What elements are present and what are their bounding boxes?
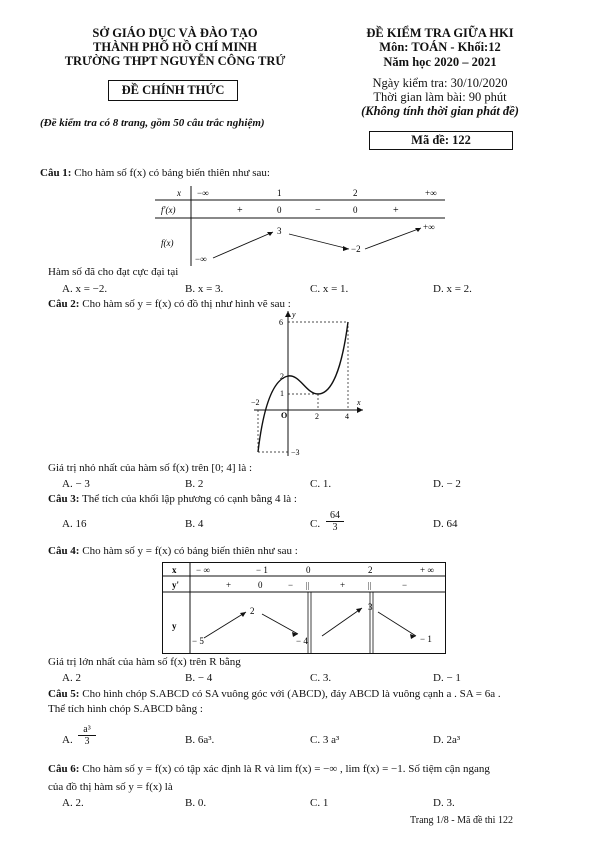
q1-fp-label: f′(x) (161, 205, 176, 215)
q1-option-d[interactable]: D. x = 2. (433, 283, 472, 295)
q2-tick-x4: 4 (345, 412, 349, 421)
q5-text2: Thể tích hình chóp S.ABCD bằng : (48, 703, 203, 715)
dept-line2: THÀNH PHỐ HỒ CHÍ MINH (93, 40, 257, 54)
q2-question: Giá trị nhỏ nhất của hàm số f(x) trên [0; 4] là : (48, 462, 253, 474)
q4-y-label: y (172, 621, 177, 631)
q4-yp-3: − (288, 580, 294, 590)
exam-date: Ngày kiểm tra: 30/10/2020 (372, 76, 508, 90)
q1-f-label: f(x) (161, 238, 174, 248)
page-footer: Trang 1/8 - Mã đề thi 122 (410, 815, 513, 826)
q4-yp-5: + (340, 580, 346, 590)
q4-x-0: 0 (306, 565, 311, 575)
q1-f-neginf: −∞ (195, 254, 207, 264)
q1-fp-4: 0 (353, 205, 358, 215)
q6-label: Câu 6: (48, 763, 80, 775)
q1-x-2: 2 (353, 188, 358, 198)
q3-frac-num: 64 (326, 510, 344, 522)
q6-text1: Cho hàm số y = f(x) có tập xác định là R và lim f(x) = −∞ , lim f(x) = −1. Số tiệm cận ngang (82, 763, 490, 775)
q5-fraction (78, 724, 96, 747)
q5-option-d[interactable]: D. 2a³ (433, 734, 461, 746)
q4-x-label: x (172, 565, 177, 575)
q5-option-a[interactable]: A. (62, 734, 73, 746)
q1-question: Hàm số đã cho đạt cực đại tại (48, 266, 179, 278)
q4-x-posinf: + ∞ (420, 565, 434, 575)
q1-option-c[interactable]: C. x = 1. (310, 283, 349, 295)
q5-text1: Cho hình chóp S.ABCD có SA vuông góc với (ABCD), đáy ABCD là vuông cạnh a . SA = 6a . (82, 688, 501, 700)
q4-y-2: 2 (250, 606, 255, 616)
q4-yp-label: y' (172, 580, 180, 590)
q4-x-2: 2 (368, 565, 373, 575)
q4-text: Cho hàm số y = f(x) có bảng biến thiên như sau : (82, 545, 298, 557)
q4-option-c[interactable]: C. 3. (310, 672, 332, 684)
q1-x-label: x (177, 188, 181, 198)
q2-origin: O (281, 411, 288, 420)
q6-line1 (48, 763, 490, 775)
q4-option-d[interactable]: D. − 1 (433, 672, 461, 684)
q4-yp-2: 0 (258, 580, 263, 590)
q6-option-b[interactable]: B. 0. (185, 797, 207, 809)
q3-option-b[interactable]: B. 4 (185, 518, 204, 530)
q3-option-a[interactable]: A. 16 (62, 518, 87, 530)
exam-code: Mã đề: 122 (369, 131, 513, 150)
q4-variation-table (162, 562, 446, 654)
q1-f-m2: −2 (351, 244, 361, 254)
q1-label: Câu 1: (40, 167, 72, 179)
q1-option-b[interactable]: B. x = 3. (185, 283, 224, 295)
q2-function-graph (248, 308, 368, 458)
q3-text: Thể tích của khối lập phương có cạnh bằng 4 là : (82, 493, 297, 505)
q1-option-a[interactable]: A. x = −2. (62, 283, 108, 295)
q2-tick-x2: 2 (315, 412, 319, 421)
q2-tick-m3: −3 (291, 448, 300, 457)
q4-line (48, 545, 298, 557)
exam-subject: Môn: TOÁN - Khối:12 (379, 40, 501, 54)
q2-option-a[interactable]: A. − 3 (62, 478, 90, 490)
school-name: TRƯỜNG THPT NGUYỄN CÔNG TRỨ (64, 54, 286, 68)
q3-option-c[interactable]: C. (310, 518, 321, 530)
q4-y-m1: − 1 (420, 634, 432, 644)
exam-title: ĐỀ KIỂM TRA GIỮA HKI (366, 26, 514, 40)
q1-variation-table (155, 186, 445, 266)
q3-label: Câu 3: (48, 493, 80, 505)
q4-x-neginf: − ∞ (196, 565, 210, 575)
dept-line1: SỞ GIÁO DỤC VÀ ĐÀO TẠO (92, 26, 258, 40)
q1-fp-2: 0 (277, 205, 282, 215)
q4-yp-6: || (368, 581, 372, 590)
q2-tick-6: 6 (279, 318, 283, 327)
q3-line (48, 493, 297, 505)
q3-option-d[interactable]: D. 64 (433, 518, 458, 530)
q2-axis-x: x (357, 398, 361, 407)
q2-option-c[interactable]: C. 1. (310, 478, 332, 490)
exam-note: (Đề kiểm tra có 8 trang, gồm 50 câu trắc nghiệm) (40, 117, 265, 129)
q2-tick-y2: 2 (280, 372, 284, 381)
official-badge: ĐỀ CHÍNH THỨC (108, 80, 238, 101)
q4-option-b[interactable]: B. − 4 (185, 672, 213, 684)
q1-line (40, 167, 270, 179)
q1-fp-3: − (315, 205, 321, 216)
q2-axis-y: y (292, 310, 296, 319)
duration-note: (Không tính thời gian phát đề) (361, 104, 519, 118)
q5-frac-den: 3 (84, 736, 90, 747)
q4-label: Câu 4: (48, 545, 80, 557)
q6-option-d[interactable]: D. 3. (433, 797, 455, 809)
q2-text: Cho hàm số y = f(x) có đồ thị như hình vẽ sau : (82, 298, 291, 310)
q5-option-c[interactable]: C. 3 a³ (310, 734, 340, 746)
school-year: Năm học 2020 – 2021 (383, 55, 497, 69)
q4-option-a[interactable]: A. 2 (62, 672, 81, 684)
q1-text: Cho hàm số f(x) có bảng biến thiên như sau: (74, 167, 270, 179)
q1-f-posinf: +∞ (423, 222, 435, 232)
q2-option-d[interactable]: D. − 2 (433, 478, 461, 490)
q5-option-b[interactable]: B. 6a³. (185, 734, 215, 746)
q6-option-c[interactable]: C. 1 (310, 797, 329, 809)
q1-x-neginf: −∞ (197, 188, 209, 198)
q5-line1 (48, 688, 501, 700)
q2-tick-1: 1 (280, 389, 284, 398)
exam-duration: Thời gian làm bài: 90 phút (373, 90, 507, 104)
q4-question: Giá trị lớn nhất của hàm số f(x) trên R bằng (48, 656, 241, 668)
q3-frac-den: 3 (332, 522, 338, 533)
q3-fraction (326, 510, 344, 533)
q6-text2: của đồ thị hàm số y = f(x) là (48, 781, 173, 793)
q4-yp-1: + (226, 580, 232, 590)
q4-y-m5: − 5 (192, 636, 204, 646)
q2-option-b[interactable]: B. 2 (185, 478, 204, 490)
q1-x-1: 1 (277, 188, 282, 198)
q5-frac-num: a³ (78, 724, 96, 736)
q2-tick-m2: −2 (251, 398, 260, 407)
q1-f-3: 3 (277, 226, 282, 236)
q4-yp-4: || (306, 581, 310, 590)
q4-y-m4: − 4 (296, 636, 308, 646)
q4-x-m1: − 1 (256, 565, 268, 575)
q6-option-a[interactable]: A. 2. (62, 797, 84, 809)
q1-fp-1: + (237, 205, 243, 216)
q4-y-3: 3 (368, 602, 373, 612)
q1-x-posinf: +∞ (425, 188, 437, 198)
q5-label: Câu 5: (48, 688, 80, 700)
q1-fp-5: + (393, 205, 399, 216)
q4-yp-7: − (402, 580, 408, 590)
q2-label: Câu 2: (48, 298, 80, 310)
